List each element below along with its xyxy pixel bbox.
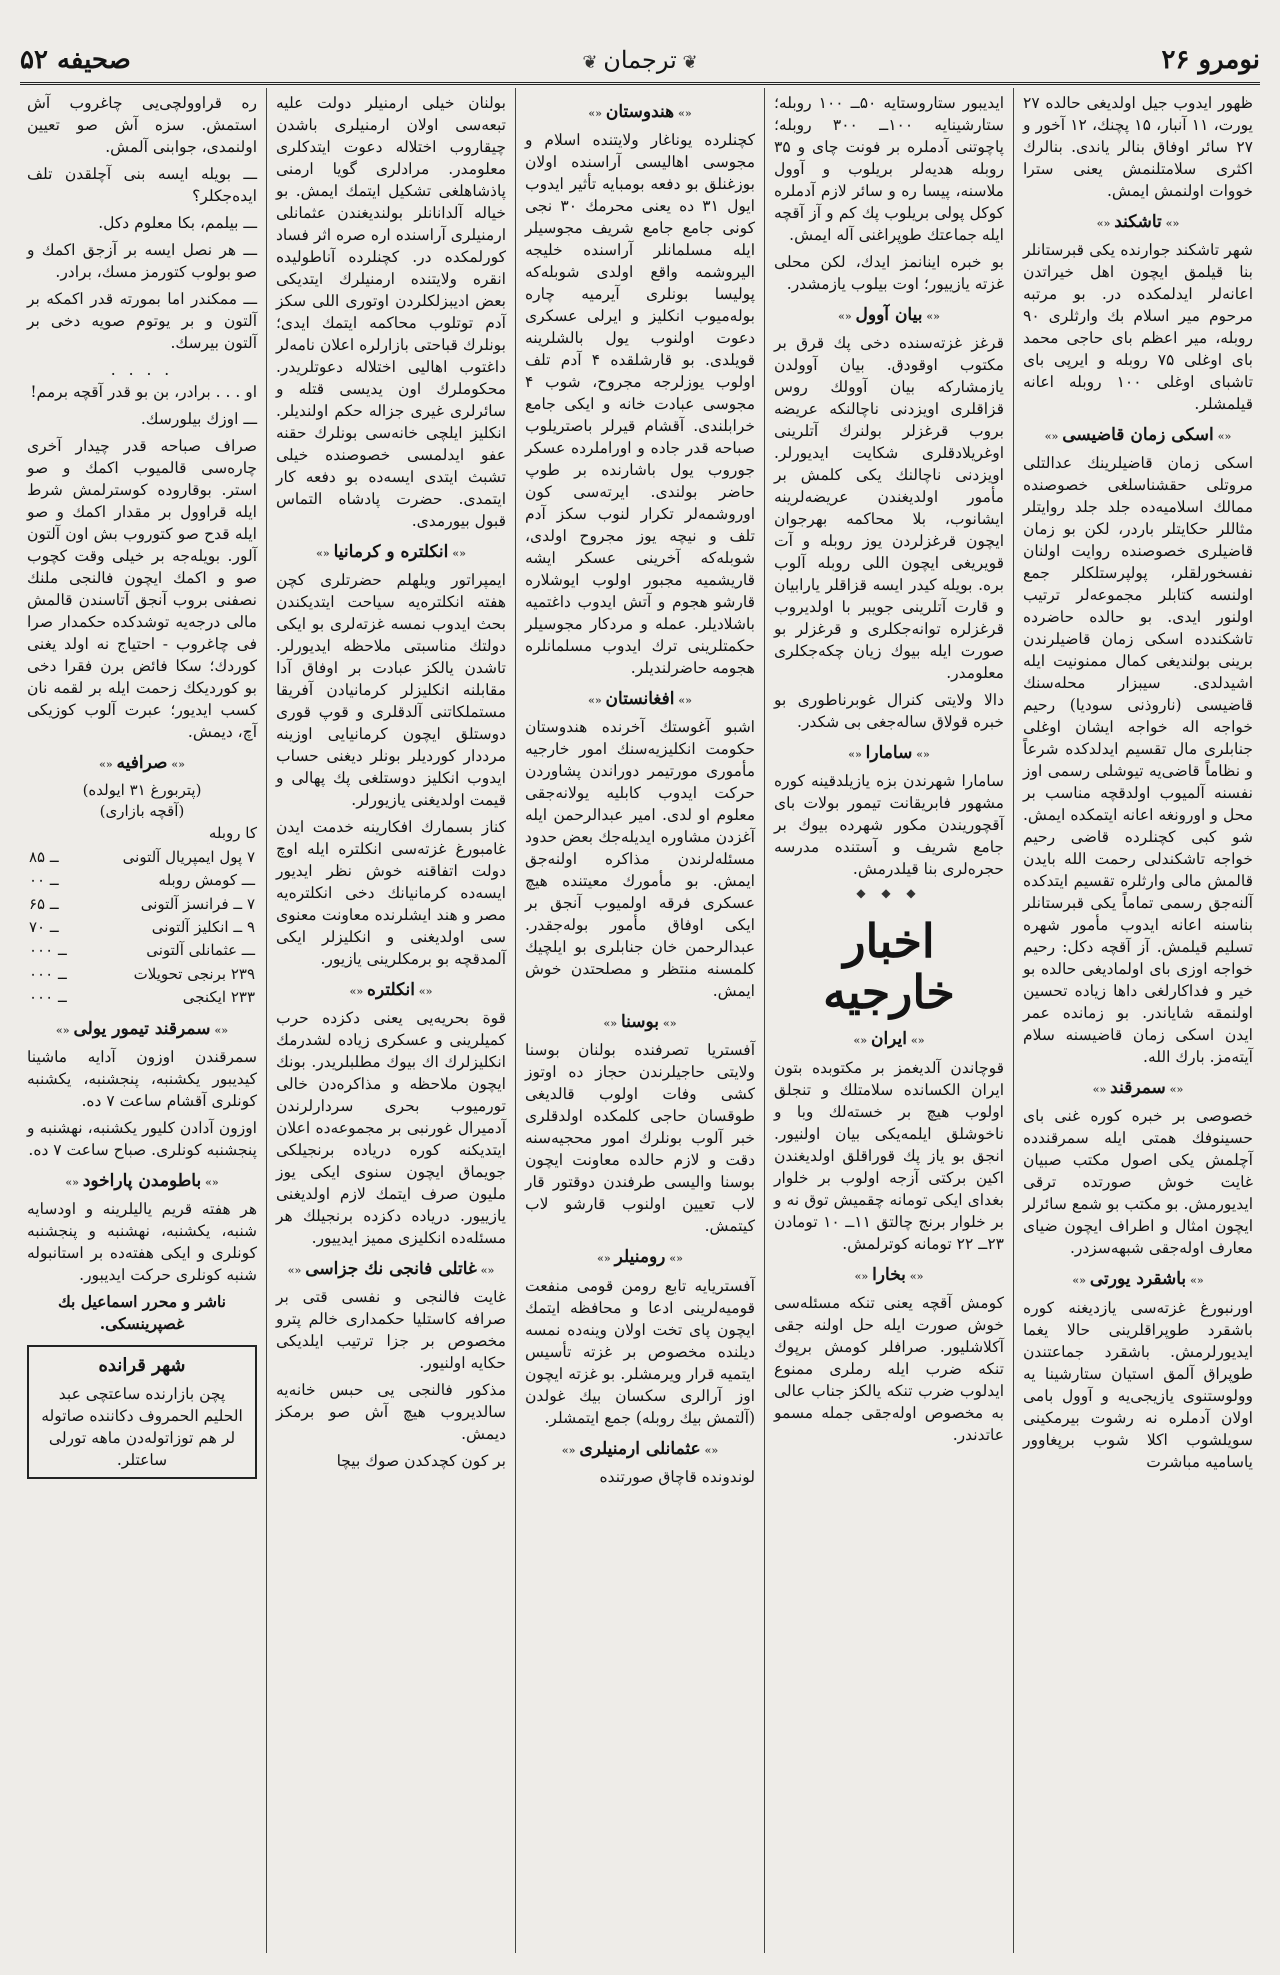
- columns: [18, 88, 1262, 1953]
- dialogue-line: او . . . برادر، بن بو قدر آقچه برمم!: [30, 383, 257, 401]
- column-4: [266, 88, 515, 1953]
- article-text: اشبو آغوستك آخرنده هندوستان حکومت انکلیزیه‌سنك امور خارجیه مأموری مورتیمر دوراندن پشاوردن حرکت ایدوب کابلیه یولانه‌جقی معلوم او لدی. امیر عبدالرحمن ایله آغزدن مشاوره ایدیله‌جك بعض حدود مسئله‌لرندن مذاکره اولنه‌جق ایمش. بو مأمورك معیتنده هیچ عسکری فرقه اولمیوب آنجق بر ایکی اوفاق مأمور بوله‌جقدر. عبدالرحمن خان جنابلری بو ایلچیك کلمسنه منتظر و مصلحتدن خوش ایمش.: [525, 718, 755, 1001]
- section-heading-england-germany: «» انکلتره و کرمانیا «»: [276, 540, 506, 564]
- rate-name: ۲۳۹ برنجی تحویلات: [133, 964, 255, 983]
- exchange-rate-table: [27, 846, 257, 1009]
- dialogue-line: ـــ اوزك بیلورسك.: [140, 410, 257, 428]
- article-text: ظهور ایدوب جیل اولدیغی حالده ۲۷ یورت، ۱۱ آنبار، ۱۵ پچنك، ۱۲ آخور و ۲۷ سائر اوفاق بنالر یاندی. بنالرك اکثری سلامتلنمش یعنی سترا خووات اولنمش ایمش.: [1023, 94, 1253, 200]
- advertisement-text: پچن بازارنده ساعتچی عبد الحلیم الحمروف دکاننده صاتوله‌ لر هم توزاتوله‌دن ماهه تورلی ساعتلر.: [41, 1384, 243, 1469]
- article-text: اورنبورغ غزته‌سی یازدیغنه کوره باشقرد طوپراقلرینی حالا یغما ایدیورلرمش. باشقرد جماعتندن طوپراق آلمق استیان ستارشینا یه وولوستنوی یازیجی‌یه و آوول بامی اولان آدملره نه رشوت بیرمکینی سویلشوب اکلا شوب برپغاوور یاسامیه مباشرت: [1023, 1298, 1253, 1471]
- article-text: ایدیبور ستاروستایه ۵۰ــ ۱۰۰ روبله؛ ستارشینایه ۱۰۰ــ ۳۰۰ روبله؛ پاچوتنی آدملره بر فونت چای و ۳۵ روبله هدیه‌لر بریلوب و آوول ملاسنه، پیسا ره و سائر لازم آدملره کوکل پولی بریلوب پك کم و آز آقچه ایله جماعتك طوپراغنی آله ایمش.: [774, 94, 1004, 244]
- rate-value: ۶۵ ــ: [29, 894, 59, 913]
- section-heading-afghanistan: «» افغانستان «»: [525, 687, 755, 711]
- rate-name: ـــ کومش روبله: [158, 871, 255, 890]
- rate-value: ۰۰۰ ــ: [29, 941, 67, 960]
- article-text: سامارا شهرندن بزه یازیلدقینه کوره مشهور فابریقانت تیمور بولات بای آقچوریندن مکور شهرده بیوك بر جامع شریف و آستنده مدرسه حجره‌لری بنا قیلدرمش.: [774, 772, 1004, 879]
- section-heading-ottoman-armenians: «» عثمانلی ارمنیلری «»: [525, 1437, 755, 1461]
- section-heading-samarkand: «» سمرقند «»: [1023, 1076, 1253, 1100]
- article-text: صراف صباحه قدر چیدار آخری چارەسی قالمیوب اکمك و صو استر. بوقاروده کوسترلمش شرط ایله قراوول بر مقدار اکمك و صو ایله قدح صو کتوروب بش اون آلتون آلور. بویله‌جه بر خیلی وقت کچوب صو و اکمك ایچون فالنجی ملنك نصفنی بروب آنجق آتاسندن قالمش مالی درجه‌یه توشدکده حکمدار صرا فی چاغروب - احتیاج نه اولد یغنی کوردك؛ سکا فائض برن فقرا دخی بو کوردیکك زحمت ایله بر لقمه نان کسب ایدیور؛ عبرت آلوب کوزیکی آچ، دیمش.: [27, 437, 257, 741]
- article-text: لوندونده قاچاق صورتنده: [599, 1467, 755, 1486]
- table-row: [27, 869, 257, 892]
- article-text: قوچاندن آلدیغمز بر مکتوبده بتون ایران الکسانده سلامتلك و تنجلق اولوب هیچ بر خسته‌لك وبا و ناخوشلق ایلمه‌یکی بیان اولنیور. انجق بو یاز پك قوراقلق اولدیغندن اکین برکتی آزجه اولوب بر خلوار بغدای ایکی تومانه چقمیش توق نه و بر خلوار برنج چالتق ۱۱ــ ۱۰ تومادن ۲۳ــ ۲۲ تومانه کوترلمش.: [774, 1058, 1004, 1253]
- exchange-date: (پتربورغ ۳۱ ایولده): [82, 781, 202, 800]
- issue-number: نومرو ۲۶: [1161, 45, 1260, 75]
- rate-value: ۰۰۰ ــ: [29, 964, 67, 983]
- article-text: کومش آقچه یعنی تنکه مسئله‌سی خوش صورت ایله حل اولنه جقی آکلاشلیور. صرافلر کومش برپوك تنکه ضرب ایله رملری ممنوع ایدلوب ضرب تنکه یالکز جناب عالی به مخصوص اوله‌جقی جمله مسمو عاتدندر.: [774, 1293, 1004, 1444]
- section-heading-bosnia: «» بوسنا «»: [525, 1010, 755, 1034]
- section-heading-usurer-punishment: «» غاتلی فانجی نك جزاسی «»: [276, 1257, 506, 1281]
- schedule-text: اوزون آدادن کلیور یکشنبه، نهشنبه و پنجشنبه کونلری. صباح ساعت ۷ ده.: [27, 1119, 257, 1160]
- article-text: دالا ولایتی کنرال غوبرناطوری بو خبره قولاق ساله‌جغی بی شکدر.: [774, 691, 1004, 732]
- rate-name: ـــ عثمانلی آلتونی: [146, 941, 255, 960]
- dialogue-line: ـــ بیلمم، بکا معلوم دکل.: [98, 214, 257, 232]
- article-text: قرغز غزته‌سنده دخی پك قرق بر مکتوب اوقودق. بیان آوولدن یازمشارکه بیان آوولك روس قزاقلری اویزدنی ناچالنکه عریضه بروب قرغزلر بولنرك آتلرینی اوغریلادقلری شکایت ایدیورلر. اویزدنی ناچالنك یکی کلمش بر مأمور اولدیغندن عریضه‌لرینه ایشانوب، بلا محاکمه بهرجوان ایچون قرغزلردن یوز روبله و آت قویریغی ایچون اللی روبله آلوب بره. بویله کیدر ایسه قزاقلر یارابیان و قارت آتلرینی جویبر با اولدیروب قرغزلره توانه‌جکلری و قرغزلر بو صورت ایله بیوك زیان چکه‌جکلری معلومدر.: [774, 334, 1004, 683]
- article-text: آفستریا تصرفنده بولنان بوسنا ولایتی حاجیلرندن حجاز ده اوتوز کشی وفات اولوب قالدیغی طوقسان حاجی کلمکده اولدقلری خبر آلوب بونلرك امور محجیه‌سنه دقت و لازم حالده معاونت ایچون بوسنا والیسی طرفندن دوقتور قار لاب تعیین اولنوب قارشو لاب کیتمش.: [525, 1041, 755, 1236]
- article-text: آفستریایه تابع رومن قومی منفعت قومیه‌لرینی ادعا و محافظه ایتمك ایچون پای تخت اولان وینه‌ده نمسه دیلنده مخصوص بر غزته تأسیس ایتمیه قرار ویرمشلر. بو غزته ایچون اوز آرالری سکسان بیك غولدن (آلتمش بیك روبله) جمع ایتمشلر.: [525, 1276, 755, 1427]
- table-row: [27, 939, 257, 962]
- section-heading-india: «» هندوستان «»: [525, 100, 755, 124]
- article-text: مذکور فالنجی یی حبس خانه‌یه سالدیروب هیچ آش صو برمکز دیمش.: [276, 1381, 506, 1444]
- rate-value: ۰۰۰ ــ: [29, 987, 67, 1006]
- section-heading-bashkir: «» باشقرد یورتی «»: [1023, 1267, 1253, 1291]
- table-row: [27, 846, 257, 869]
- table-row: [27, 963, 257, 986]
- table-row: [27, 916, 257, 939]
- rate-value: ۰۰ ــ: [29, 871, 59, 890]
- article-text: کناز بسمارك افکارینه خدمت ایدن غامبورغ غزته‌سی انکلتره ایله اوچ دولت اتفاقنه خوش نظر ایدیور ایسه‌ده کرمانیانك دخی انکلتره‌یه مصر و هند ایشلرنده معاونت معنوی سی اولدیغنی و انکلیزلر ایکی آلمدقچه بو برمکلرینی یازیور.: [276, 818, 506, 969]
- article-text: ره قراوولچی‌یی چاغروب آش استمش. سزه آش صو تعیین اولنمدی، جوابنی آلمش.: [27, 94, 257, 156]
- dialogue-line: ـــ هر نصل ایسه بر آزجق اکمك و صو بولوب کتورمز مسك، برادر.: [27, 241, 257, 281]
- page-number: صحیفه ۵۲: [20, 45, 131, 75]
- rate-name: ۹ ــ انکلیز آلتونی: [151, 917, 255, 936]
- section-heading-old-judge: «» اسکی زمان قاضیسی «»: [1023, 423, 1253, 447]
- rate-name: ۷ پول ایمپریال آلتونی: [122, 848, 255, 867]
- column-1: [1013, 88, 1262, 1953]
- table-row: [27, 986, 257, 1009]
- section-heading-iran: «» ایران «»: [774, 1027, 1004, 1051]
- exchange-market: (آقچه بازاری): [99, 802, 185, 821]
- section-heading-railway: «» سمرقند تیمور یولی «»: [27, 1017, 257, 1041]
- dialogue-line: ـــ بویله ایسه بنی آچلقدن تلف ایده‌جکلر؟: [27, 165, 257, 205]
- newspaper-title: ❦ ترجمان ❦: [220, 46, 1060, 74]
- masthead: [20, 38, 1260, 85]
- article-text: قوة بحریه‌یی یعنی دکزده حرب کمیلرینی و عسکری زیاده لشدرمك انکلیزلرك اك بیوك مطلبلریدر. بونك ایچون ملاحظه و مذاکره‌دن خالی تورمیوب بحری سردارلرندن آدمیرال غورنبی بر مجموعه‌ده اعلان ایتدیکنه کوره دریاده برنجیلکی جویماق ایچون سنوی ایکی یوز ملیون صرف ایتمك لازم اولدیغنی یازییور. دریاده دکزده برنجیلك هر مسئله‌ده انکلیزی ممیز ایدییور.: [276, 1009, 506, 1248]
- article-text: بولنان خیلی ارمنیلر دولت علیه تبعه‌سی اولان ارمنیلری باشدن چیقاروب اختلاله دعوت ایتدکلری معلومدر. مرادلری گویا ارمنی پاذشاهلغی تشکیل ایتمك ایمش. بو خیاله آلدانانلر بولندیغندن عثمانلی ارمنیلری آراسنده اره صره اثر فساد کورلمکده در. کچنلرده آناطولیده انقره ولایتنده ارمنیلرك ایتدیکی بعض ادیبزلکلردن اوتوری اللی سکز آدم توتلوب محاکمه ایتمك ایدی؛ بونلرك قباحتی بازارلره اعلان نامه‌لر داغتوب اهالیی اختلاله دعوتلریدر. محکوملرك اون یدیسی قتله و سائرلری غیری جزاله حکم اولندیلر. انکلیز ایلچی خانه‌سی بونلرك حقنه عفو ایدلمسی خصوصنده خیلی تشبث ایتدی ایسه‌ده بو دفعه کار ایتمدی. حضرت پادشاه التماس قبول بیورمدی.: [276, 94, 506, 530]
- article-text: اسکی زمان قاضیلرینك عدالتلی مروتلی حقشناسلغی خصوصنده ممالك اسلامیه‌ده جلد جلد روایتلر مثاللر حکایتلر باردر، لکن بو زمان قاضیلری خصوصنده روایت اولنان نفسخورلقلر، پولپرستلکلر جمع اولنسه کتابلر مجموعه‌لر ترتیب اولنور ایدی. بو حالده حاضرده تاشکندده اسکی زمان قاضیلرندن برینی بولندیغی کمال ممنونیت ایله اشیدلدی. سیبزار محله‌سنك قاضیسی (ناروذنی سودیا) رحیم خواجه اله خواجه ایشان اوغلی جنابلری مال تقسیم ایدلدکده شرعاً و نظاماً قاضی‌یه تیوشلی رسمی اوز نفسنه آلمیوب اولدقچه مناسب بر محل و اورونغه اعانه ایتمکده ایمش. شو کبی کچنلرده قاضی رحیم خواجه تاشکندلی رحمت الله بایدن قالمش مالی وارثلره تقسیم ایتدکده آلنه‌جق رسمی تماماً یکی قبرستانلر بناسنه اعانه ایدوب مأمور شهره تسلیم قیلمش. آز آقچه دکل: رحیم خواجه اوزی بای اولمادیغی حالده بو خیر و فداکارلغی داها زیاده تحسین اولنمقه شایاندر. بو زمانده عمر ایدن اسکی زمان قاضیسنه سلام آیته‌مز. بارك الله.: [1023, 454, 1253, 1067]
- advertisement-title: شهر قرانده: [98, 1355, 186, 1377]
- table-row: [27, 893, 257, 916]
- currency-unit: کا روبله: [208, 823, 257, 842]
- schedule-text: هر هفته قریم یالیلرینه و اودسایه شنبه، یکشنبه، نهشنبه و پنجشنبه کونلری و ایکی هفته‌ده بر استانبوله شنبه کونلری حرکت ایدیبور.: [27, 1200, 257, 1285]
- dialogue-line: ـــ ممکندر اما بمورته قدر اکمکه بر آلتون و بر یوتوم صویه دخی بر آلتون بیرسك.: [27, 290, 257, 352]
- column-2: [764, 88, 1013, 1953]
- rate-value: ۷۰ ــ: [29, 917, 59, 936]
- publisher-line: ناشر و محرر اسماعیل بك غصپرینسکی.: [57, 1292, 226, 1334]
- advertisement-box: [27, 1345, 257, 1479]
- schedule-text: سمرقندن اوزون آدایه ماشینا کیدیبور یکشنبه، پنجشنبه، یکشنبه کونلری آقشام ساعت ۷ ده.: [27, 1048, 257, 1111]
- article-text: بر کون کچدکدن صوك بیچا: [336, 1452, 506, 1471]
- section-heading-steamer: «» باطومدن پاراخود «»: [27, 1169, 257, 1193]
- section-heading-england: «» انکلتره «»: [276, 978, 506, 1002]
- ornament-divider: ◆ ◆ ◆: [856, 886, 922, 901]
- article-text: شهر تاشکند جوارنده یکی قبرستانلر بنا قیلمق ایچون اهل خیراتدن اعانه‌لر ایدلمکده در. بو مرتبه مرحوم میر اسلام بك وارثلری ۹۰ روبله، میر اعظم بای حاجی محمد بای اوغلی ۷۵ روبله و ایرپی بای تاشبای اوغلی ۱۰۰ روبله اعانه قیلمشلر.: [1023, 241, 1254, 414]
- rate-name: ۲۳۳ ایکنجی: [182, 987, 255, 1006]
- rate-name: ۷ ــ فرانسز آلتونی: [140, 894, 255, 913]
- column-5: [18, 88, 266, 1953]
- section-heading-bukhara: «» بخارا «»: [774, 1263, 1004, 1287]
- ellipsis-divider: . . . .: [110, 361, 174, 379]
- article-text: کچنلرده یوناغار ولایتنده اسلام و مجوسی اهالیسی آراسنده اولان بوزغنلق بو دفعه بومبایه تأثیر ایدوب ایول ۳۱ ده یعنی محرمك ۳۰ نجی کونی جامع جامع شریف مجوسیلر ایله مسلمانلر آراسنده خلیجه الیروشمه واقع اولدی شوبله‌که پولیسا بونلری آیرمیه چاره بوله‌میوب انکلیز و ایرلی عسکری دعوت اولنوب یول بالشلرینه قویلدی. بو قارشلقده ۴ آدم تلف اولوب یوزلرجه مجروح، شوب ۴ مجوسی عبادت خانه و ایکی جامع خرابلندی. آقشام قیرلر باصتریلوب صباحه قدر جاده و اوراملرده عسکر جوروب یول باشارنده بر طوپ حاضر بولندی. ایرته‌سی کون اوروشمه‌لر تکرار لنوب سکز آدم تلف و نیچه یوز مجروح اولدی، شوبله‌که آخرینی عسکر ایشه قاریشمیه مجبور اولوب ایوشلاره قارشو هجوم و آتش ایدوب داغتمیه باشلادیلر. عمله و مردکار مجوسیلر حکمتلرینی ترك ایدوب مسلمانلره هجومه حاضرلندیلر.: [525, 131, 755, 678]
- section-heading-tashkent: «» تاشکند «»: [1023, 210, 1253, 234]
- column-3: [515, 88, 764, 1953]
- article-text: بو خبره اینانمز ایدك، لکن محلی غزته یازییور؛ اوت بیلوب یازمشدر.: [774, 253, 1004, 293]
- section-heading-bayan-aul: «» بیان آوول «»: [774, 303, 1004, 327]
- section-heading-romanians: «» رومنیلر «»: [525, 1245, 755, 1269]
- rate-value: ۸۵ ــ: [29, 848, 59, 867]
- section-heading-exchange: «» صرافیه «»: [27, 751, 257, 775]
- foreign-news-banner: اخبار خارجیه: [823, 914, 955, 1019]
- article-text: غایت فالنجی و نفسی قتی بر صرافه کاستلیا حکمداری خالم پترو مخصوص بر جزا ترتیب ایلدیکی حکایه اولنیور.: [276, 1288, 506, 1373]
- section-heading-samara: «» سامارا «»: [774, 741, 1004, 765]
- article-text: ایمپراتور ویلهلم حضرتلری کچن هفته انکلتره‌یه سیاحت ایتدیکندن بحث ایدوب نمسه غزته‌لری بو ایکی دولتك مناسبتی ملاحظه ایدیورلر. تاشدن یالکز عبادت بر اوفاق آدا مقابلنه انکلیزلر کرمانیادن آفریقا مستملکاتنی آلدقلری و قوپ قوری دوستلق ایچون کرمانیایی اوزینه مرددار کوردیلر بونلر دیغنی حساب ایدوب انکلیز دوستلغی پك پهالی و قیمت اولدیغنی یازیورلر.: [276, 571, 506, 810]
- article-text: خصوصی بر خبره کوره غنی بای حسینوفك همتی ایله سمرقندده آچلمش یکی اصول مکتب صبیان غایت خوش صورتده ترقی ایدیورمش. بو مکتب بو شمع سائرلر ایچون امثال و اطراف ایچون ضیای معارف اوله‌جقی شبهه‌سزدر.: [1023, 1107, 1253, 1258]
